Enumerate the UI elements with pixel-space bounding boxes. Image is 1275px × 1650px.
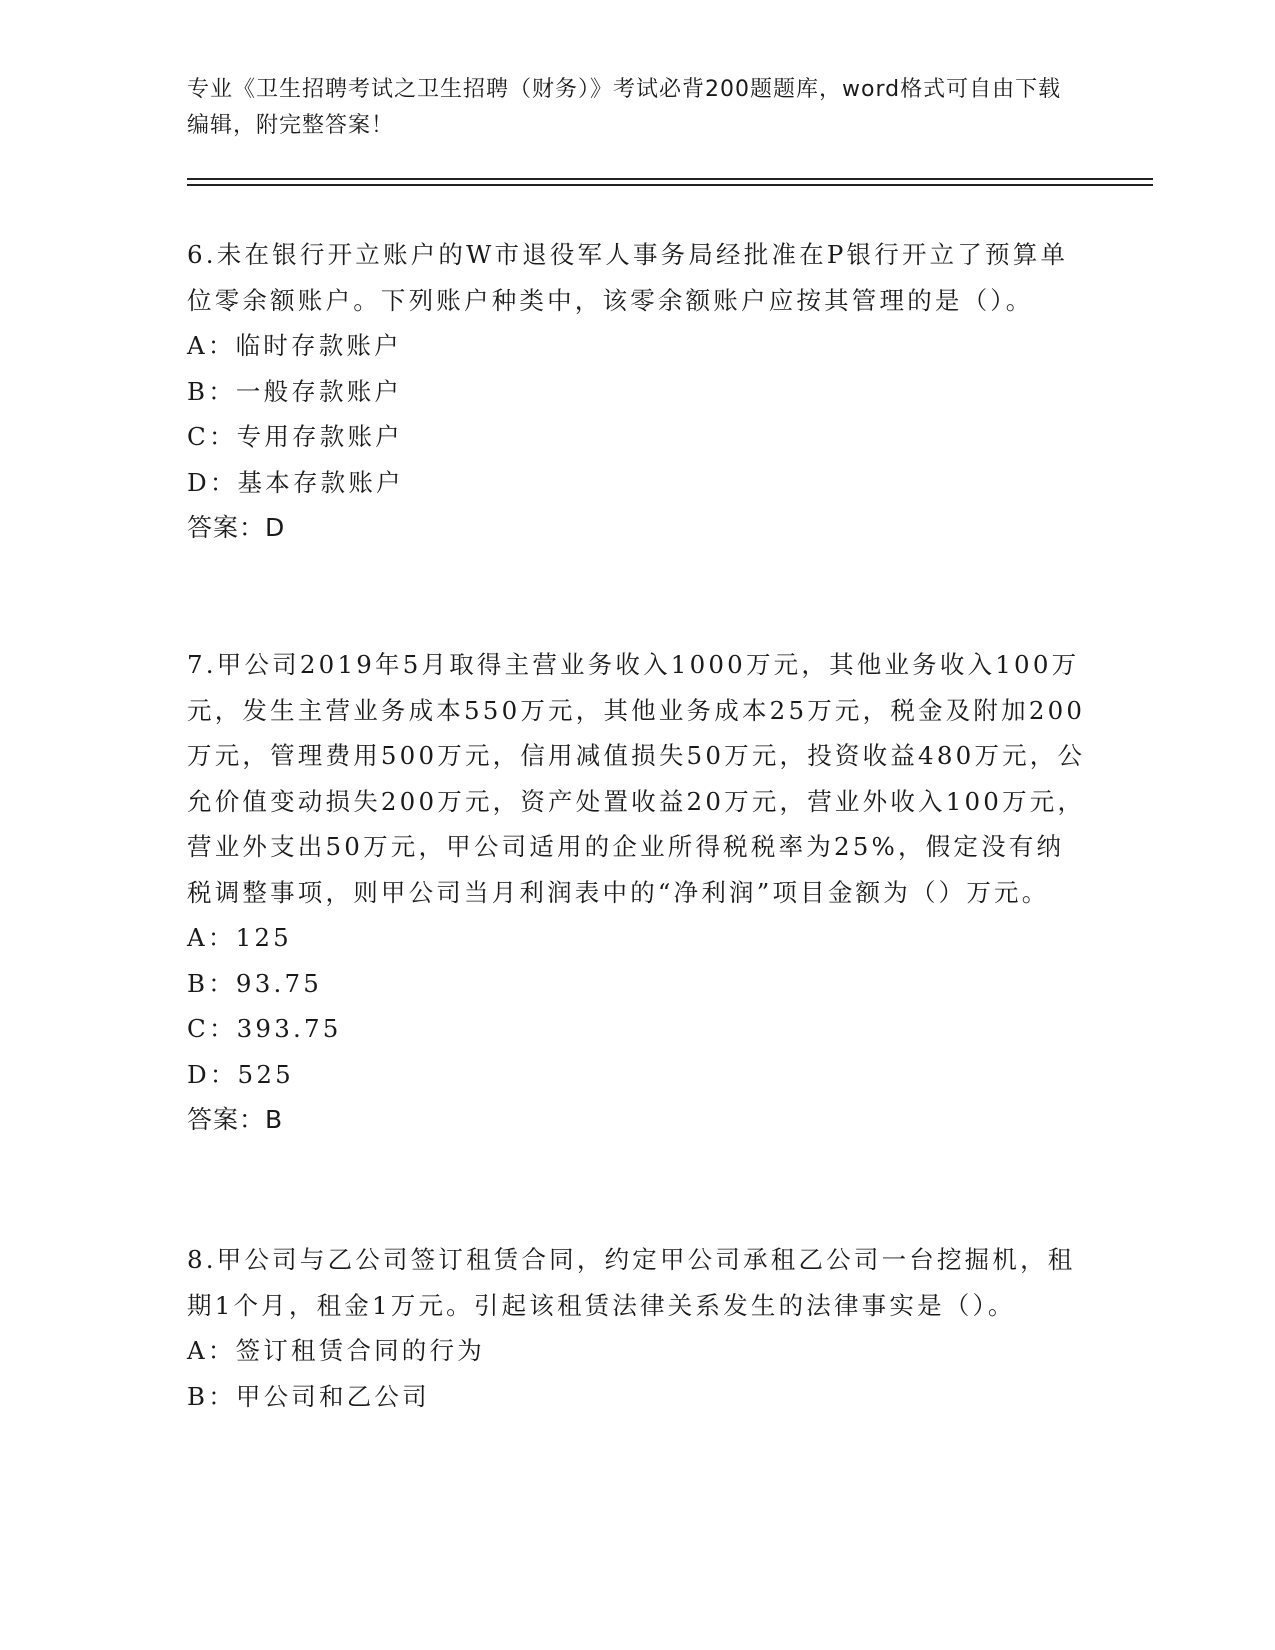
question-stem: 6.未在银行开立账户的W市退役军人事务局经批准在P银行开立了预算单位零余额账户。下列账户种类中，该零余额账户应按其管理的是（）。 [187, 240, 1069, 315]
question-8 [187, 1237, 1087, 1419]
option-c: C：393.75 [187, 1014, 342, 1043]
answer-label: 答案：D [187, 513, 286, 542]
option-d: D：基本存款账户 [187, 467, 404, 497]
question-stem: 8.甲公司与乙公司签订租赁合同，约定甲公司承租乙公司一台挖掘机，租期1个月，租金1万元。引起该租赁法律关系发生的法律事实是（）。 [187, 1245, 1076, 1320]
question-stem: 7.甲公司2019年5月取得主营业务收入1000万元，其他业务收入100万元，发生主营业务成本550万元，其他业务成本25万元，税金及附加200万元，管理费用500万元，信用减值损失50万元，投资收益480万元，公允价值变动损失200万元，资产处置收益20万元，营业外收入100万元，营业外支出50万元，甲公司适用的企业所得税税率为25%，假定没有纳税调整事项，则甲公司当月利润表中的“净利润”项目金额为（）万元。 [187, 650, 1086, 907]
header-divider-top [187, 178, 1153, 180]
option-d: D：525 [187, 1059, 294, 1089]
header-divider-bottom [187, 184, 1153, 186]
option-c: C：专用存款账户 [187, 422, 403, 451]
option-a: A：签订租赁合同的行为 [187, 1336, 485, 1365]
answer-label: 答案：B [187, 1105, 284, 1134]
question-7 [187, 642, 1087, 1143]
option-b: B：甲公司和乙公司 [187, 1381, 430, 1411]
option-a: A：125 [187, 923, 292, 952]
document-header: 专业《卫生招聘考试之卫生招聘（财务）》考试必背200题题库，word格式可自由下载编辑，附完整答案！ [187, 77, 1062, 138]
option-b: B：93.75 [187, 968, 323, 998]
option-b: B：一般存款账户 [187, 376, 403, 406]
option-a: A：临时存款账户 [187, 331, 402, 360]
question-6 [187, 232, 1087, 551]
